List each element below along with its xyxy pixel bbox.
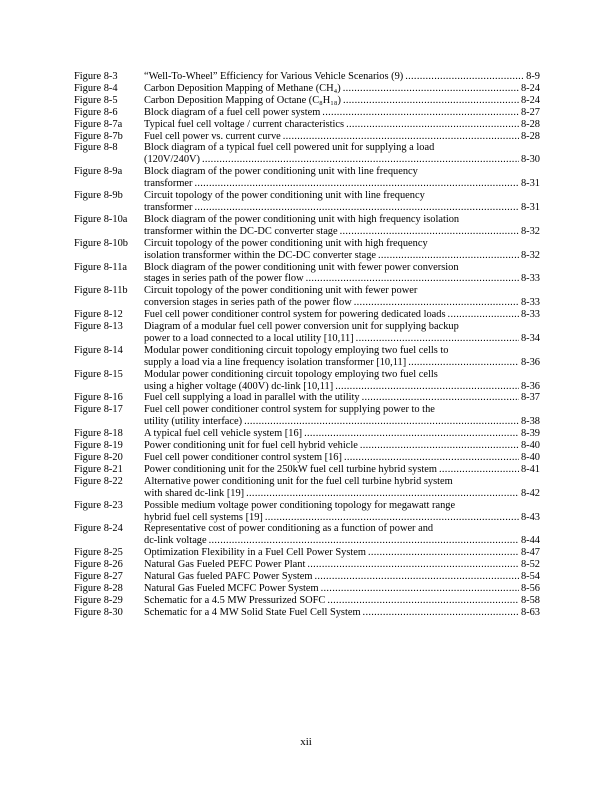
toc-entry <box>74 345 540 369</box>
dot-leader <box>354 297 519 309</box>
caption-text: Power conditioning unit for fuel cell hybrid vehicle <box>144 440 358 452</box>
figure-caption <box>144 404 540 428</box>
figure-number: Figure 8-20 <box>74 452 123 463</box>
dot-leader <box>283 131 519 143</box>
toc-entry <box>74 119 540 131</box>
caption-line <box>144 440 540 452</box>
dot-leader <box>322 107 519 119</box>
figure-number: Figure 8-10b <box>74 237 128 249</box>
dot-leader <box>368 547 519 559</box>
dot-leader <box>194 178 518 190</box>
caption-text: Circuit topology of the power conditioning unit with fewer power <box>144 285 418 297</box>
dot-leader <box>448 309 519 321</box>
caption-text: Circuit topology of the power conditioning unit with line frequency <box>144 190 425 202</box>
caption-text: supply a load via a line frequency isolation transformer [10,11] <box>144 356 407 368</box>
page-reference: 8-34 <box>520 332 540 344</box>
page-reference: 8-41 <box>520 463 540 475</box>
figure-caption <box>144 142 540 166</box>
figure-caption <box>144 571 540 583</box>
dot-leader <box>378 250 519 262</box>
caption-text: Natural Gas Fueled MCFC Power System <box>144 582 319 594</box>
caption-line <box>144 583 540 595</box>
figure-caption <box>144 523 540 547</box>
caption-text: Alternative power conditioning unit for the fuel cell turbine hybrid system <box>144 475 453 487</box>
toc-entry <box>74 500 540 524</box>
toc-entry <box>74 309 540 321</box>
caption-line <box>144 535 540 547</box>
caption-line <box>144 178 540 190</box>
figure-number: Figure 8-11a <box>74 261 127 273</box>
dot-leader <box>335 381 519 393</box>
figure-number: Figure 8-26 <box>74 559 123 571</box>
dot-leader <box>363 607 519 619</box>
page-reference: 8-42 <box>520 487 540 499</box>
caption-line <box>144 131 540 143</box>
caption-line <box>144 214 540 226</box>
caption-line <box>144 416 540 428</box>
toc-entry <box>74 214 540 238</box>
caption-text: Carbon Deposition Mapping of Octane (C₈H₁₈) <box>144 94 341 106</box>
figure-caption <box>144 392 540 404</box>
figure-caption <box>144 464 540 476</box>
toc-entry <box>74 107 540 119</box>
figure-number: Figure 8-8 <box>74 142 118 154</box>
dot-leader <box>306 273 519 285</box>
toc-entry <box>74 547 540 559</box>
figure-number: Figure 8-10a <box>74 213 128 225</box>
figure-caption <box>144 428 540 440</box>
figure-caption <box>144 107 540 119</box>
caption-text: Modular power conditioning circuit topology employing two fuel cells to <box>144 344 449 356</box>
caption-line <box>144 273 540 285</box>
figure-number: Figure 8-24 <box>74 523 123 535</box>
caption-line <box>144 226 540 238</box>
figure-caption <box>144 345 540 369</box>
caption-line <box>144 166 540 178</box>
caption-line <box>144 428 540 440</box>
caption-line <box>144 71 540 83</box>
figure-number: Figure 8-17 <box>74 404 123 416</box>
figure-caption <box>144 285 540 309</box>
caption-text: Circuit topology of the power conditioning unit with high frequency <box>144 237 428 249</box>
figure-number: Figure 8-14 <box>74 344 123 356</box>
page-reference: 8-28 <box>520 130 540 142</box>
toc-entry <box>74 142 540 166</box>
toc-entry <box>74 523 540 547</box>
caption-line <box>144 488 540 500</box>
page-reference: 8-36 <box>520 380 540 392</box>
caption-text: “Well-To-Wheel” Efficiency for Various Vehicle Scenarios (9) <box>144 71 404 82</box>
caption-line <box>144 321 540 333</box>
figure-caption <box>144 607 540 619</box>
caption-text: Diagram of a modular fuel cell power conversion unit for supplying backup <box>144 321 459 333</box>
toc-entry <box>74 71 540 83</box>
caption-text: Block diagram of a typical fuel cell powered unit for supplying a load <box>144 142 435 154</box>
caption-text: Block diagram of the power conditioning unit with line frequency <box>144 166 418 178</box>
page-reference: 8-44 <box>520 535 540 547</box>
dot-leader <box>360 440 519 452</box>
caption-line <box>144 297 540 309</box>
toc-entry <box>74 262 540 286</box>
figure-number: Figure 8-7a <box>74 118 123 130</box>
figure-caption <box>144 83 540 95</box>
caption-line <box>144 262 540 274</box>
figure-caption <box>144 262 540 286</box>
page-reference: 8-36 <box>520 356 540 368</box>
dot-leader <box>343 95 519 107</box>
dot-leader <box>340 226 519 238</box>
figure-caption <box>144 321 540 345</box>
figure-number: Figure 8-28 <box>74 582 123 594</box>
caption-line <box>144 512 540 524</box>
caption-text: Representative cost of power conditioning as a function of power and <box>144 523 434 535</box>
caption-text: Optimization Flexibility in a Fuel Cell Power System <box>144 547 366 559</box>
figure-number: Figure 8-12 <box>74 309 123 321</box>
figure-caption <box>144 214 540 238</box>
dot-leader <box>405 71 524 83</box>
toc-entry <box>74 404 540 428</box>
toc-entry <box>74 369 540 393</box>
figure-caption <box>144 71 540 83</box>
caption-line <box>144 523 540 535</box>
page-reference: 8-63 <box>520 606 540 618</box>
figure-number: Figure 8-9a <box>74 166 123 178</box>
figure-caption <box>144 95 540 107</box>
toc-entry <box>74 285 540 309</box>
figure-number: Figure 8-15 <box>74 368 123 380</box>
figure-number: Figure 8-6 <box>74 106 118 118</box>
caption-line <box>144 250 540 262</box>
toc-entry <box>74 392 540 404</box>
figure-caption <box>144 119 540 131</box>
page-reference: 8-31 <box>520 178 540 190</box>
list-of-figures <box>74 71 540 619</box>
page-reference: 8-9 <box>526 71 540 82</box>
page-reference: 8-43 <box>520 511 540 523</box>
figure-caption <box>144 238 540 262</box>
figure-number: Figure 8-18 <box>74 428 123 440</box>
caption-text: using a higher voltage (400V) dc-link [10,11] <box>144 380 334 392</box>
caption-line <box>144 571 540 583</box>
toc-entry <box>74 166 540 190</box>
caption-text: isolation transformer within the DC-DC converter stage <box>144 249 376 261</box>
figure-number: Figure 8-11b <box>74 285 128 297</box>
dot-leader <box>439 464 519 476</box>
caption-line <box>144 595 540 607</box>
caption-line <box>144 119 540 131</box>
figure-number: Figure 8-30 <box>74 606 123 618</box>
caption-text: Block diagram of a fuel cell power system <box>144 106 321 118</box>
page-reference: 8-58 <box>520 594 540 606</box>
caption-line <box>144 607 540 619</box>
figure-caption <box>144 559 540 571</box>
dot-leader <box>265 512 519 524</box>
page-reference: 8-38 <box>520 416 540 428</box>
dot-leader <box>321 583 519 595</box>
caption-line <box>144 404 540 416</box>
caption-line <box>144 357 540 369</box>
figure-caption <box>144 190 540 214</box>
caption-text: Fuel cell power vs. current curve <box>144 130 281 142</box>
caption-line <box>144 452 540 464</box>
caption-line <box>144 285 540 297</box>
caption-text: Fuel cell supplying a load in parallel with the utility <box>144 392 360 404</box>
dot-leader <box>344 452 519 464</box>
toc-entry <box>74 595 540 607</box>
caption-text: transformer <box>144 178 193 190</box>
toc-entry <box>74 452 540 464</box>
caption-text: Fuel cell power conditioner control system for supplying power to the <box>144 404 435 416</box>
dot-leader <box>244 416 519 428</box>
toc-entry <box>74 559 540 571</box>
figure-number: Figure 8-23 <box>74 499 123 511</box>
caption-line <box>144 202 540 214</box>
caption-line <box>144 369 540 381</box>
figure-caption <box>144 583 540 595</box>
caption-text: Block diagram of the power conditioning unit with high frequency isolation <box>144 213 460 225</box>
page-reference: 8-40 <box>520 452 540 463</box>
figure-caption <box>144 476 540 500</box>
caption-text: Possible medium voltage power conditioning topology for megawatt range <box>144 499 456 511</box>
caption-text: Schematic for a 4 MW Solid State Fuel Cell System <box>144 606 361 618</box>
figure-caption <box>144 452 540 464</box>
figure-number: Figure 8-25 <box>74 547 123 559</box>
caption-line <box>144 190 540 202</box>
page-reference: 8-30 <box>520 154 540 166</box>
figure-number: Figure 8-7b <box>74 130 123 142</box>
dot-leader <box>327 595 519 607</box>
page-reference: 8-24 <box>520 94 540 106</box>
caption-text: transformer within the DC-DC converter stage <box>144 225 338 237</box>
dot-leader <box>304 428 519 440</box>
caption-line <box>144 500 540 512</box>
page-reference: 8-40 <box>520 440 540 452</box>
caption-line <box>144 345 540 357</box>
figure-number: Figure 8-27 <box>74 571 123 583</box>
figure-number: Figure 8-21 <box>74 463 123 475</box>
caption-text: Carbon Deposition Mapping of Methane (CH₄) <box>144 82 341 94</box>
caption-text: Modular power conditioning circuit topology employing two fuel cells <box>144 368 438 380</box>
caption-line <box>144 464 540 476</box>
caption-text: Typical fuel cell voltage / current characteristics <box>144 118 345 130</box>
caption-line <box>144 83 540 95</box>
figure-caption <box>144 595 540 607</box>
dot-leader <box>194 202 518 214</box>
dot-leader <box>343 83 519 95</box>
figure-number: Figure 8-9b <box>74 190 123 202</box>
page-reference: 8-27 <box>520 106 540 118</box>
caption-text: Fuel cell power conditioner control system for powering dedicated loads <box>144 309 446 321</box>
figure-number: Figure 8-19 <box>74 440 123 452</box>
caption-line <box>144 333 540 345</box>
caption-line <box>144 95 540 107</box>
figure-caption <box>144 547 540 559</box>
toc-entry <box>74 583 540 595</box>
caption-line <box>144 381 540 393</box>
figure-caption <box>144 369 540 393</box>
figure-number: Figure 8-22 <box>74 475 123 487</box>
dot-leader <box>307 559 519 571</box>
dot-leader <box>314 571 519 583</box>
figure-number: Figure 8-3 <box>74 71 118 82</box>
dot-leader <box>356 333 519 345</box>
figure-caption <box>144 166 540 190</box>
toc-entry <box>74 476 540 500</box>
figure-number: Figure 8-29 <box>74 594 123 606</box>
toc-entry <box>74 190 540 214</box>
toc-entry <box>74 95 540 107</box>
caption-text: utility (utility interface) <box>144 416 243 428</box>
page-reference: 8-33 <box>520 273 540 285</box>
page-reference: 8-24 <box>520 82 540 94</box>
caption-line <box>144 309 540 321</box>
caption-line <box>144 476 540 488</box>
dot-leader <box>209 535 519 547</box>
figure-caption <box>144 500 540 524</box>
caption-text: Block diagram of the power conditioning unit with fewer power conversion <box>144 261 459 273</box>
caption-text: (120V/240V) <box>144 154 200 166</box>
figure-number: Figure 8-5 <box>74 94 118 106</box>
page-reference: 8-54 <box>520 571 540 583</box>
page-reference: 8-39 <box>520 428 540 440</box>
caption-text: Schematic for a 4.5 MW Pressurized SOFC <box>144 594 326 606</box>
figure-number: Figure 8-13 <box>74 321 123 333</box>
toc-entry <box>74 131 540 143</box>
toc-entry <box>74 464 540 476</box>
caption-text: power to a load connected to a local utility [10,11] <box>144 332 354 344</box>
caption-line <box>144 154 540 166</box>
page-reference: 8-33 <box>520 309 540 321</box>
caption-text: Fuel cell power conditioner control system [16] <box>144 452 342 463</box>
caption-line <box>144 547 540 559</box>
caption-text: dc-link voltage <box>144 535 207 547</box>
caption-line <box>144 559 540 571</box>
caption-text: transformer <box>144 201 193 213</box>
caption-text: conversion stages in series path of the power flow <box>144 297 352 309</box>
toc-entry <box>74 607 540 619</box>
dot-leader <box>362 392 519 404</box>
caption-text: Natural Gas fueled PAFC Power System <box>144 571 313 583</box>
caption-text: Power conditioning unit for the 250kW fuel cell turbine hybrid system <box>144 463 438 475</box>
toc-entry <box>74 83 540 95</box>
page-number: xii <box>300 736 312 748</box>
page-reference: 8-32 <box>520 225 540 237</box>
caption-line <box>144 107 540 119</box>
page-reference: 8-47 <box>520 547 540 559</box>
dot-leader <box>408 357 519 369</box>
caption-line <box>144 238 540 250</box>
page-reference: 8-31 <box>520 201 540 213</box>
toc-entry <box>74 571 540 583</box>
caption-text: stages in series path of the power flow <box>144 273 304 285</box>
caption-text: A typical fuel cell vehicle system [16] <box>144 428 303 440</box>
figure-caption <box>144 440 540 452</box>
caption-line <box>144 392 540 404</box>
toc-entry <box>74 428 540 440</box>
figure-caption <box>144 309 540 321</box>
page-reference: 8-56 <box>520 582 540 594</box>
figure-number: Figure 8-16 <box>74 392 123 404</box>
caption-line <box>144 142 540 154</box>
figure-caption <box>144 131 540 143</box>
page-reference: 8-32 <box>520 249 540 261</box>
dot-leader <box>246 488 519 500</box>
toc-entry <box>74 238 540 262</box>
page-reference: 8-52 <box>520 559 540 571</box>
caption-text: with shared dc-link [19] <box>144 487 245 499</box>
toc-entry <box>74 440 540 452</box>
page-reference: 8-37 <box>520 392 540 404</box>
toc-entry <box>74 321 540 345</box>
caption-text: Natural Gas Fueled PEFC Power Plant <box>144 559 306 571</box>
dot-leader <box>202 154 519 166</box>
dot-leader <box>346 119 519 131</box>
page-reference: 8-28 <box>520 118 540 130</box>
caption-text: hybrid fuel cell systems [19] <box>144 511 263 523</box>
figure-number: Figure 8-4 <box>74 82 118 94</box>
page-reference: 8-33 <box>520 297 540 309</box>
